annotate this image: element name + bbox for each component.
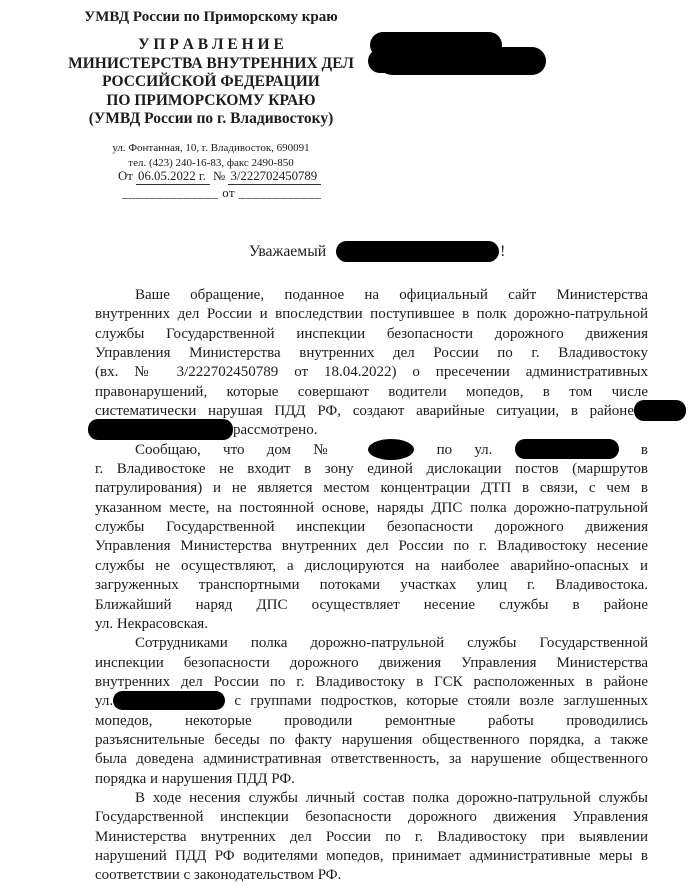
body-line: патрулирования) и не является местом концентрации ДТП в связи, с чем в — [95, 480, 648, 497]
org-address-block — [58, 141, 364, 171]
reference-blank-line: ______________ от ____________ — [122, 186, 322, 200]
redaction-mark-name — [336, 241, 499, 262]
body-line: г. Владивостоке не входит в зону единой дислокации постов (маршрутов — [95, 461, 648, 478]
body-line: систематически нарушая ПДД РФ, создают аварийные ситуации, в районе — [95, 402, 648, 421]
body-line: Управления Министерства внутренних дел России по г. Владивостоку — [95, 345, 648, 362]
salutation-line — [249, 241, 505, 263]
body-line: рассмотрено. — [95, 421, 648, 440]
salutation-prefix: Уважаемый — [249, 243, 327, 260]
salutation-punct: ! — [500, 243, 506, 260]
body-line: службы Государственной инспекции безопасности дорожного движения — [95, 519, 648, 536]
body-line: Ближайший наряд ДПС осуществляет несение службы в районе — [95, 596, 648, 613]
reference-block — [118, 168, 322, 202]
paragraph — [95, 634, 648, 789]
body-line: службы Государственной инспекции безопасности дорожного движения — [95, 325, 648, 342]
redaction-mark — [88, 419, 233, 440]
body-line: разъяснительные беседы по факту нарушения общественного порядка, а также — [95, 731, 648, 748]
org-name-line: У П Р А В Л Е Н И Е — [138, 36, 284, 53]
org-name-block — [58, 36, 364, 129]
body-line: мопедов, некоторые проводили ремонтные работы проводились — [95, 712, 648, 729]
body-line: (вх. № 3/222702450789 от 18.04.2022) о пресечении административных — [95, 364, 648, 381]
org-phone-line: тел. (423) 240-16-83, факс 2490-850 — [128, 156, 294, 169]
org-parent-name: УМВД России по Приморскому краю — [84, 9, 338, 25]
paragraph — [95, 789, 648, 886]
redaction-mark — [113, 691, 225, 710]
body-line: В ходе несения службы личный состав полка дорожно-патрульной службы — [135, 789, 648, 806]
ref-from-label: От — [118, 169, 133, 183]
ref-number: 3/222702450789 — [228, 169, 321, 185]
body-line: службы не осуществляют, а дислоцируются на наиболее аварийно-опасных и — [95, 557, 648, 574]
paragraph — [95, 441, 648, 634]
org-name-line: (УМВД России по г. Владивостоку) — [88, 110, 334, 128]
org-name-line: РОССИЙСКОЙ ФЕДЕРАЦИИ — [102, 73, 320, 91]
org-name-line: МИНИСТЕРСТВА ВНУТРЕННИХ ДЕЛ — [68, 54, 354, 72]
ref-date: 06.05.2022 г. — [136, 169, 210, 185]
body-line: Сообщаю, что дом № по ул. в — [95, 441, 648, 460]
letterhead — [58, 8, 364, 171]
redaction-mark — [634, 400, 686, 421]
body-line: Государственной инспекции безопасности дорожного движения Управления — [95, 809, 648, 826]
body-line: Министерства внутренних дел России по г. Владивостоку при выявлении — [95, 828, 648, 845]
body-text — [95, 286, 648, 886]
body-line: загруженных транспортными потоками участках улиц г. Владивостока. — [95, 577, 648, 594]
redaction-mark-addressee — [368, 32, 548, 76]
body-line: Управления Министерства внутренних дел России по г. Владивостоку несение — [95, 538, 648, 555]
redaction-mark — [515, 439, 619, 459]
body-line: порядка и нарушения ПДД РФ. — [95, 770, 295, 787]
body-line: ул. Некрасовская. — [95, 615, 208, 632]
redaction-stroke — [378, 47, 546, 75]
reference-line — [118, 168, 322, 185]
org-address-line: ул. Фонтанная, 10, г. Владивосток, 690091 — [112, 141, 310, 154]
body-line: соответствии с законодательством РФ. — [95, 867, 342, 884]
paragraph — [95, 286, 648, 441]
body-line: ул. с группами подростков, которые стояли возле заглушенных — [95, 693, 648, 710]
body-line: внутренних дел России по г. Владивостоку в ГСК расположенных в районе — [95, 673, 648, 690]
ref-number-sign: № — [213, 169, 226, 183]
body-line: указанном месте, на постоянной основе, наряды ДПС полка дорожно-патрульной — [95, 499, 648, 516]
body-line: нарушений ПДД РФ водителями мопедов, принимает административные меры в — [95, 847, 648, 864]
body-line: инспекции безопасности дорожного движения Управления Министерства — [95, 654, 648, 671]
body-line: Ваше обращение, поданное на официальный сайт Министерства — [135, 287, 648, 303]
body-line: Сотрудниками полка дорожно-патрульной службы Государственной — [135, 635, 648, 652]
body-line: была доведена административная ответственность, за нарушение общественного — [95, 751, 648, 768]
org-name-line: ПО ПРИМОРСКОМУ КРАЮ — [106, 91, 316, 109]
body-line: правонарушений, которые совершают водители мопедов, в том числе — [95, 383, 648, 400]
body-line: внутренних дел России и впоследствии поступившее в полк дорожно-патрульной — [95, 306, 648, 323]
redaction-mark — [368, 439, 414, 460]
